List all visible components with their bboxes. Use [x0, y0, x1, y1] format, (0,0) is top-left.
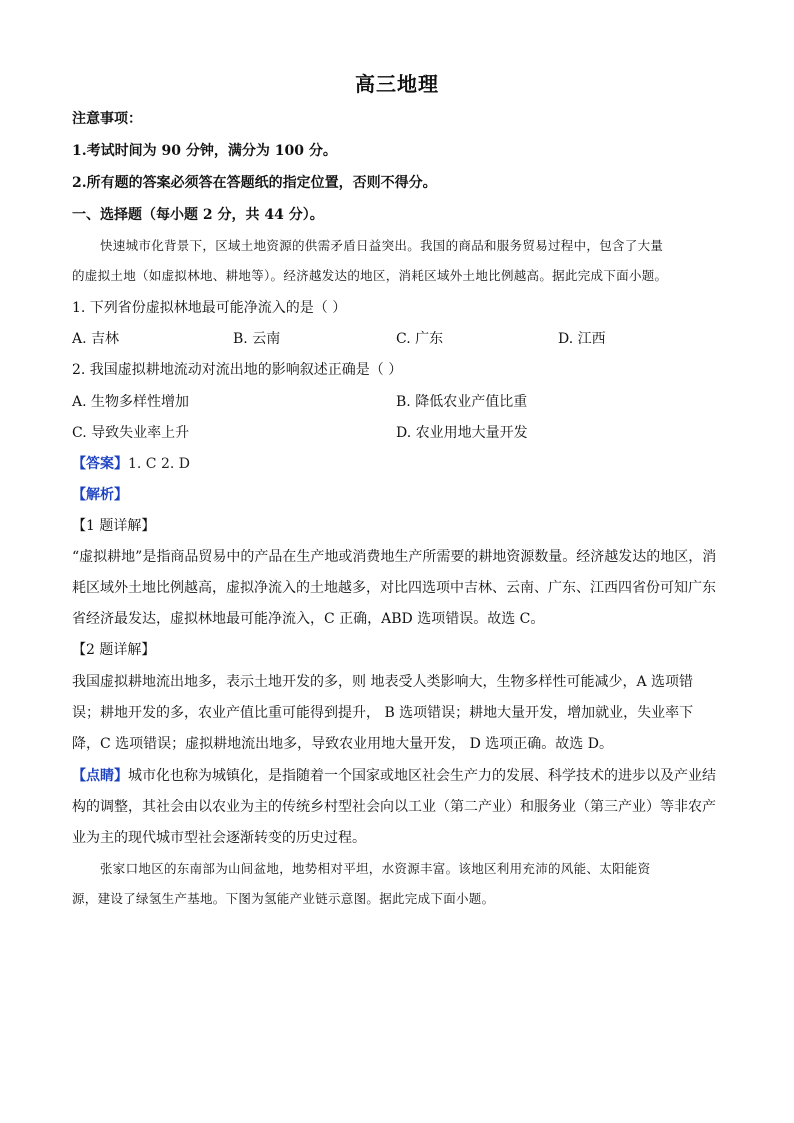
question-2-option-b: B. 降低农业产值比重 — [396, 394, 528, 410]
question-2-option-c: C. 导致失业率上升 — [72, 425, 190, 441]
notice-item-1: 1.考试时间为 90 分钟，满分为 100 分。 — [72, 143, 337, 159]
notice-item-2: 2.所有题的答案必须答在答题纸的指定位置，否则不得分。 — [72, 175, 437, 191]
detail-2-line-3: 降，C 选项错误；虚拟耕地流出地多，导致农业用地大量开发， D 选项正确。故选 D。 — [72, 736, 613, 752]
passage-2-line-1: 张家口地区的东南部为山间盆地，地势相对平坦，水资源丰富。该地区利用充沛的风能、太阳能资 — [100, 861, 651, 876]
passage-2-line-2: 源，建设了绿氢生产基地。下图为氢能产业链示意图。据此完成下面小题。 — [72, 891, 495, 906]
question-1-option-c: C. 广东 — [396, 331, 444, 347]
question-1-stem: 1. 下列省份虚拟林地最可能净流入的是（ ） — [72, 300, 347, 316]
page-title: 高三地理 — [355, 72, 439, 96]
question-1-option-a: A. 吉林 — [72, 331, 120, 347]
highlight-tag: 【点睛】 — [72, 768, 128, 784]
question-1-option-d: D. 江西 — [558, 331, 606, 347]
detail-2-line-1: 我国虚拟耕地流出地多，表示土地开发的多，则 地表受人类影响大，生物多样性可能减少，A 选项错 — [72, 674, 694, 690]
highlight-line-2: 构的调整，其社会由以农业为主的传统乡村型社会向以工业（第二产业）和服务业（第三产业）等非农产 — [72, 799, 716, 815]
question-2-stem: 2. 我国虚拟耕地流动对流出地的影响叙述正确是（ ） — [72, 362, 403, 378]
answer-tag: 【答案】 — [72, 456, 128, 472]
notice-heading: 注意事项： — [72, 111, 142, 127]
section-heading: 一、选择题（每小题 2 分，共 44 分）。 — [72, 207, 324, 223]
highlight-text: 城市化也称为城镇化，是指随着一个国家或地区社会生产力的发展、科学技术的进步以及产业结 — [128, 768, 716, 784]
highlight-line-3: 业为主的现代城市型社会逐渐转变的历史过程。 — [72, 830, 366, 846]
passage-1-line-2: 的虚拟土地（如虚拟林地、耕地等）。经济越发达的地区，消耗区域外土地比例越高。据此完成下面小题。 — [72, 268, 668, 283]
detail-2-line-2: 误；耕地开发的多，农业产值比重可能得到提升， B 选项错误；耕地大量开发，增加就业，失业率下 — [72, 705, 694, 721]
detail-1-line-1: “虚拟耕地”是指商品贸易中的产品在生产地或消费地生产所需要的耕地资源数量。经济越发达的地区，消 — [72, 549, 717, 565]
question-1-option-b: B. 云南 — [233, 331, 281, 347]
detail-1-line-3: 省经济最发达，虚拟林地最可能净流入，C 正确，ABD 选项错误。故选 C。 — [72, 611, 545, 627]
question-2-option-d: D. 农业用地大量开发 — [396, 425, 528, 441]
detail-1-line-2: 耗区域外土地比例越高，虚拟净流入的土地越多，对比四选项中吉林、云南、广东、江西四省份可知广东 — [72, 580, 716, 596]
question-2-option-a: A. 生物多样性增加 — [72, 394, 190, 410]
detail-1-tag: 【1 题详解】 — [72, 518, 156, 534]
answer-text: 1. C 2. D — [128, 456, 191, 472]
passage-1-line-1: 快速城市化背景下，区域土地资源的供需矛盾日益突出。我国的商品和服务贸易过程中，包含了大量 — [100, 238, 664, 253]
highlight-line-1 — [72, 765, 716, 785]
answer-line — [72, 453, 190, 473]
analysis-tag: 【解析】 — [72, 487, 128, 503]
detail-2-tag: 【2 题详解】 — [72, 642, 156, 658]
